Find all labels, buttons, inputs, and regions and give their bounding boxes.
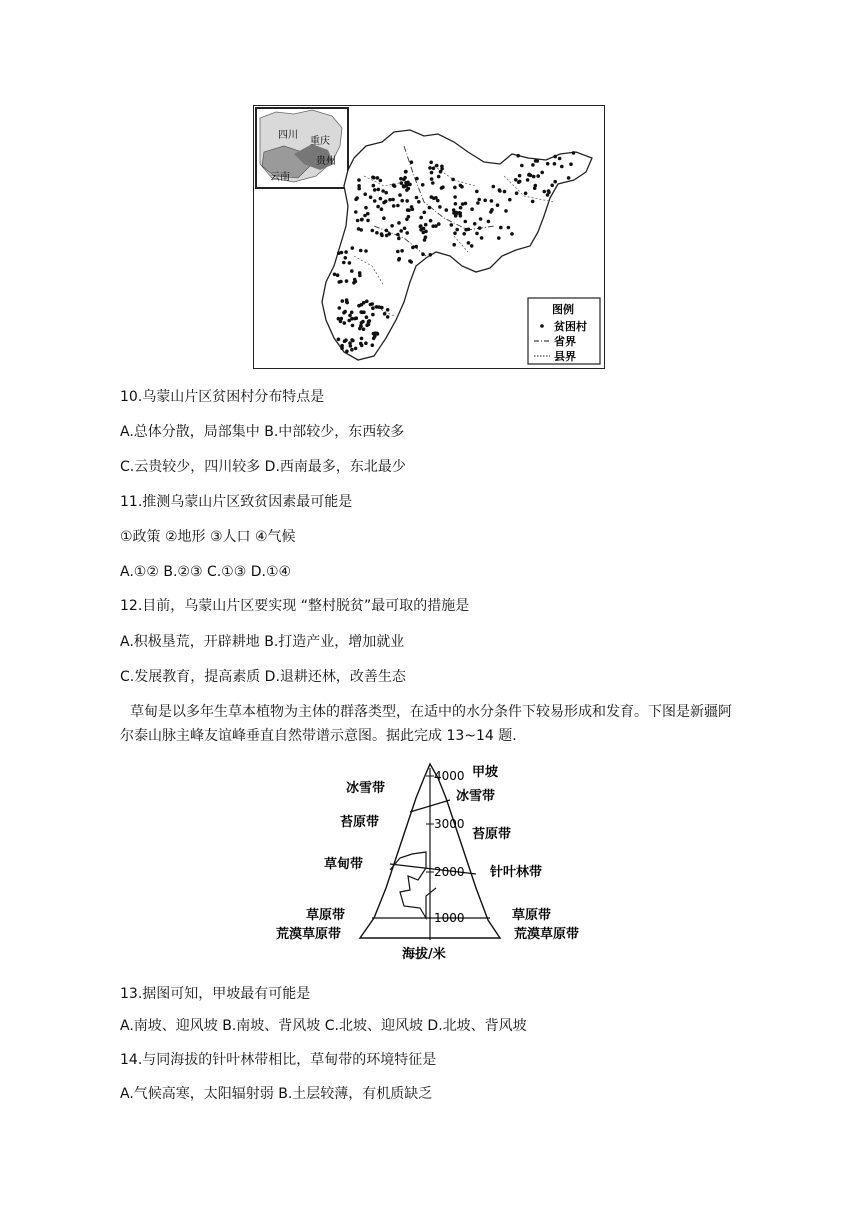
poverty-village-dot [467, 228, 471, 232]
poverty-village-dot [569, 162, 573, 166]
poverty-village-dot [361, 320, 365, 324]
intro-paragraph [120, 700, 740, 748]
poverty-village-dot [371, 343, 375, 347]
poverty-village-dot [360, 337, 364, 341]
poverty-village-dot [393, 184, 397, 188]
answer-choices: ①政策 ②地形 ③人口 ④气候 [120, 529, 296, 545]
poverty-village-dot [496, 203, 500, 207]
axis-caption: 海拔/米 [402, 947, 446, 962]
poverty-village-dot [475, 232, 479, 236]
poverty-village-dot [374, 331, 378, 335]
poverty-village-dot [560, 165, 564, 169]
poverty-village-dot [531, 163, 535, 167]
poverty-village-dot [360, 218, 364, 222]
poverty-village-dot [487, 220, 491, 224]
poverty-village-dot [386, 315, 390, 319]
poverty-village-dot [350, 338, 354, 342]
question-text: 10.乌蒙山片区贫困村分布特点是 [120, 389, 325, 405]
poverty-village-dot [546, 162, 550, 166]
poverty-village-dot [547, 189, 551, 193]
poverty-village-dot [400, 249, 404, 253]
poverty-village-dot [531, 200, 535, 204]
question-text: 12.目前，乌蒙山片区要实现 “整村脱贫”最可取的措施是 [120, 598, 470, 614]
tick-label: 2000 [434, 865, 465, 879]
poverty-village-dot [490, 208, 494, 212]
answer-options: A.总体分散，局部集中 B.中部较少，东西较多 [120, 424, 405, 440]
vertical-zone-diagram [250, 758, 610, 968]
poverty-village-dot [526, 178, 530, 182]
poverty-village-dot [445, 208, 449, 212]
poverty-village-dot [385, 229, 389, 233]
poverty-village-dot [373, 188, 377, 192]
poverty-village-dot [534, 184, 538, 188]
poverty-village-dot [365, 300, 369, 304]
poverty-village-dot [536, 174, 540, 178]
poverty-village-dot [350, 317, 354, 321]
poverty-village-dot [365, 315, 369, 319]
poverty-village-dot [351, 246, 355, 250]
poverty-village-dot [391, 198, 395, 202]
poverty-village-dot [454, 214, 458, 218]
poverty-village-dot [553, 180, 557, 184]
poverty-village-dot [476, 201, 480, 205]
poverty-village-dot [421, 252, 425, 256]
poverty-village-dot [479, 217, 483, 221]
poverty-village-dot [366, 212, 370, 216]
inset-label: 贵州 [316, 156, 336, 167]
poverty-village-dot [377, 188, 381, 192]
poverty-village-dot [373, 199, 377, 203]
inset-label: 重庆 [310, 136, 330, 147]
poverty-village-dot [342, 261, 346, 265]
poverty-village-dot [345, 298, 349, 302]
poverty-village-dot [431, 181, 435, 185]
poverty-village-dot [405, 188, 409, 192]
zone-label: 草甸带 [324, 857, 364, 872]
poverty-village-dot [382, 216, 386, 220]
poverty-village-dot [405, 199, 409, 203]
poverty-village-dot [363, 192, 367, 196]
poverty-village-dot [341, 299, 345, 303]
poverty-village-dot [453, 231, 457, 235]
poverty-village-dot [429, 253, 433, 257]
poverty-village-dot [421, 183, 425, 187]
poverty-village-dot [369, 195, 373, 199]
poverty-village-dot [459, 206, 463, 210]
poverty-village-dot [423, 211, 427, 215]
poverty-village-dot [336, 273, 340, 277]
poverty-village-dot [514, 178, 518, 182]
poverty-village-dot [510, 232, 514, 236]
poverty-village-dot [340, 317, 344, 321]
zone-label: 针叶林带 [490, 865, 543, 880]
poverty-village-dot [405, 218, 409, 222]
poverty-village-dot [527, 173, 531, 177]
poverty-village-dot [419, 216, 423, 220]
poverty-village-dot [516, 154, 520, 158]
zone-label: 荒漠草原带 [276, 927, 342, 942]
question-text: 13.据图可知，甲坡最有可能是 [120, 986, 311, 1002]
inset-label: 四川 [278, 130, 298, 141]
poverty-village-dot [375, 231, 379, 235]
poverty-village-dot [567, 176, 571, 180]
poverty-village-dot [430, 171, 434, 175]
poverty-village-dot [376, 176, 380, 180]
poverty-village-dot [415, 177, 419, 181]
poverty-village-dot [356, 219, 360, 223]
poverty-village-dot [344, 250, 348, 254]
legend-title: 图例 [552, 303, 574, 316]
poverty-village-dot [383, 312, 387, 316]
poverty-village-dot [455, 228, 459, 232]
poverty-village-dot [504, 209, 508, 213]
poverty-village-dot [423, 238, 427, 242]
poverty-village-dot [357, 304, 361, 308]
poverty-village-dot [467, 241, 471, 245]
poverty-village-dot [359, 249, 363, 253]
poverty-village-dot [453, 186, 457, 190]
poverty-village-dot [437, 175, 441, 179]
poverty-village-dot [371, 306, 375, 310]
poverty-village-dot [348, 314, 352, 318]
poverty-village-dot [451, 178, 455, 182]
poverty-village-dot [415, 196, 419, 200]
legend-dot-symbol [540, 324, 544, 328]
poverty-village-dot [379, 179, 383, 183]
intro-text: 草甸是以多年生草本植物为主体的群落类型，在适中的水分条件下较易形成和发育。下图是新疆阿尔泰山脉主峰友谊峰垂直自然带谱示意图。据此完成 13~14 题. [120, 704, 732, 744]
question-text: 11.推测乌蒙山片区致贫因素最可能是 [120, 494, 353, 510]
poverty-village-dot [458, 211, 462, 215]
poverty-village-dot [440, 165, 444, 169]
poverty-village-dot [354, 210, 358, 214]
poverty-village-dot [410, 205, 414, 209]
poverty-village-dot [497, 236, 501, 240]
poverty-village-dot [381, 189, 385, 193]
poverty-village-dot [345, 350, 349, 354]
answer-options: A.气候高寒，太阳辐射弱 B.土层较薄，有机质缺乏 [120, 1086, 433, 1102]
poverty-village-dot [337, 251, 341, 255]
legend-label: 县界 [554, 350, 576, 363]
poverty-village-dot [350, 348, 354, 352]
poverty-village-dot [439, 170, 443, 174]
poverty-village-dot [534, 159, 538, 163]
poverty-village-dot [454, 202, 458, 206]
poverty-village-dot [357, 187, 361, 191]
poverty-village-dot [429, 161, 433, 165]
poverty-village-dot [532, 175, 536, 179]
poverty-village-dot [350, 311, 354, 315]
poverty-village-dot [428, 166, 432, 170]
poverty-village-dot [572, 151, 576, 155]
zone-label: 荒漠草原带 [514, 927, 580, 942]
poverty-village-dot [450, 223, 454, 227]
poverty-village-dot [344, 256, 348, 260]
poverty-village-dot [333, 273, 337, 277]
poverty-village-dot [343, 310, 347, 314]
poverty-village-dot [419, 224, 423, 228]
poverty-village-dot [515, 191, 519, 195]
legend-label: 贫困村 [554, 320, 587, 333]
poverty-village-dot [392, 204, 396, 208]
poverty-village-dot [371, 229, 375, 233]
poverty-village-dot [354, 280, 358, 284]
poverty-village-dot [417, 200, 421, 204]
answer-options: A.积极垦荒，开辟耕地 B.打造产业，增加就业 [120, 634, 405, 650]
poverty-village-dot [361, 311, 365, 315]
poverty-village-dot [409, 260, 413, 264]
poverty-village-dot [550, 184, 554, 188]
poverty-village-dot [477, 198, 481, 202]
poverty-village-dot [453, 195, 457, 199]
poverty-village-dot [340, 346, 344, 350]
answer-options: C.云贵较少，四川较多 D.西南最多，东北最少 [120, 459, 406, 475]
poverty-village-dot [464, 202, 468, 206]
poverty-village-dot [348, 261, 352, 265]
zone-label: 冰雪带 [456, 789, 496, 804]
poverty-village-dot [524, 192, 528, 196]
poverty-village-dot [553, 162, 557, 166]
tick-label: 1000 [434, 911, 465, 925]
poverty-village-dot [543, 190, 547, 194]
poverty-village-dot [388, 198, 392, 202]
poverty-village-dot [441, 185, 445, 189]
poverty-village-dot [379, 197, 383, 201]
answer-options: C.发展教育，提高素质 D.退耕还林，改善生态 [120, 669, 406, 685]
poverty-village-dot [410, 160, 414, 164]
poverty-village-dot [376, 205, 380, 209]
poverty-village-dot [382, 201, 386, 205]
poverty-village-dot [354, 198, 358, 202]
poverty-village-dot [386, 308, 390, 312]
poverty-village-dot [499, 226, 503, 230]
poverty-village-dot [397, 237, 401, 241]
poverty-village-dot [396, 250, 400, 254]
poverty-village-dot [462, 232, 466, 236]
inset-label: 云南 [270, 172, 290, 183]
poverty-village-dot [475, 190, 479, 194]
poverty-village-dot [343, 321, 347, 325]
poverty-village-dot [478, 226, 482, 230]
poverty-village-dot [380, 207, 384, 211]
poverty-village-dot [540, 171, 544, 175]
poverty-village-dot [372, 184, 376, 188]
poverty-village-dot [503, 190, 507, 194]
poverty-village-dot [398, 193, 402, 197]
poverty-village-dot [373, 335, 377, 339]
poverty-village-dot [498, 189, 502, 193]
poverty-village-dot [399, 229, 403, 233]
poverty-village-dot [452, 243, 456, 247]
poverty-village-dot [405, 231, 409, 235]
poverty-village-dot [371, 313, 375, 317]
poverty-village-dot [358, 271, 362, 275]
poverty-village-dot [366, 219, 370, 223]
poverty-village-dot [507, 226, 511, 230]
poverty-village-dot [350, 269, 354, 273]
poverty-village-dot [480, 236, 484, 240]
poverty-village-dot [553, 155, 557, 159]
poverty-village-dot [345, 279, 349, 283]
poverty-village-dot [339, 280, 343, 284]
poverty-village-dot [359, 324, 363, 328]
poverty-village-dot [400, 181, 404, 185]
poverty-village-dot [431, 224, 435, 228]
poverty-village-dot [362, 327, 366, 331]
poverty-village-dot [470, 207, 474, 211]
poverty-village-dot [403, 227, 407, 231]
poverty-village-dot [337, 338, 341, 342]
poverty-village-dot [517, 180, 521, 184]
zone-label: 苔原带 [340, 815, 380, 830]
poverty-map-figure [253, 105, 605, 369]
legend-label: 省界 [554, 335, 576, 348]
poverty-village-dot [372, 176, 376, 180]
poverty-village-dot [384, 191, 388, 195]
poverty-village-dot [388, 232, 392, 236]
zone-label: 冰雪带 [346, 781, 386, 796]
poverty-village-dot [414, 245, 418, 249]
poverty-village-dot [430, 177, 434, 181]
poverty-village-dot [470, 244, 474, 248]
poverty-village-dot [397, 221, 401, 225]
poverty-village-dot [492, 185, 496, 189]
poverty-village-dot [406, 183, 410, 187]
poverty-village-dot [396, 204, 400, 208]
poverty-village-dot [351, 324, 355, 328]
poverty-village-dot [518, 174, 522, 178]
zone-label: 草原带 [306, 908, 346, 923]
poverty-village-dot [377, 305, 381, 309]
zone-label: 苔原带 [472, 827, 512, 842]
poverty-village-dot [364, 341, 368, 345]
poverty-village-dot [359, 228, 363, 232]
poverty-village-dot [558, 157, 562, 161]
poverty-village-dot [460, 185, 464, 189]
poverty-village-dot [520, 164, 524, 168]
poverty-map [254, 106, 603, 367]
poverty-village-dot [380, 234, 384, 238]
poverty-village-dot [362, 301, 366, 305]
poverty-village-dot [354, 347, 358, 351]
poverty-village-dot [546, 193, 550, 197]
poverty-village-dot [473, 222, 477, 226]
poverty-village-dot [364, 249, 368, 253]
poverty-village-dot [430, 195, 434, 199]
poverty-village-dot [357, 178, 361, 182]
poverty-village-dot [428, 206, 432, 210]
poverty-village-dot [438, 205, 442, 209]
slope-label: 甲坡 [472, 765, 499, 780]
poverty-village-dot [364, 206, 368, 210]
poverty-village-dot [424, 223, 428, 227]
poverty-village-dot [435, 164, 439, 168]
poverty-village-dot [369, 303, 373, 307]
poverty-village-dot [464, 220, 468, 224]
poverty-village-dot [396, 233, 400, 237]
poverty-village-dot [367, 323, 371, 327]
poverty-village-dot [343, 339, 347, 343]
poverty-village-dot [360, 344, 364, 348]
poverty-village-dot [404, 170, 408, 174]
poverty-village-dot [411, 246, 415, 250]
poverty-village-dot [398, 257, 402, 261]
poverty-village-dot [400, 199, 404, 203]
poverty-village-dot [490, 199, 494, 203]
zone-label: 草原带 [512, 908, 552, 923]
poverty-village-dot [429, 219, 433, 223]
answer-options: A.南坡、迎风坡 B.南坡、背风坡 C.北坡、迎风坡 D.北坡、背风坡 [120, 1018, 527, 1034]
answer-options: A.①② B.②③ C.①③ D.①④ [120, 564, 292, 580]
question-text: 14.与同海拔的针叶林带相比，草甸带的环境特征是 [120, 1052, 437, 1068]
poverty-village-dot [508, 198, 512, 202]
tick-label: 3000 [434, 817, 465, 831]
poverty-village-dot [422, 231, 426, 235]
tick-label: 4000 [434, 769, 465, 783]
poverty-village-dot [407, 208, 411, 212]
poverty-village-dot [402, 178, 406, 182]
poverty-village-dot [338, 306, 342, 310]
poverty-village-dot [348, 341, 352, 345]
poverty-village-dot [483, 199, 487, 203]
poverty-village-dot [390, 224, 394, 228]
poverty-village-dot [432, 167, 436, 171]
